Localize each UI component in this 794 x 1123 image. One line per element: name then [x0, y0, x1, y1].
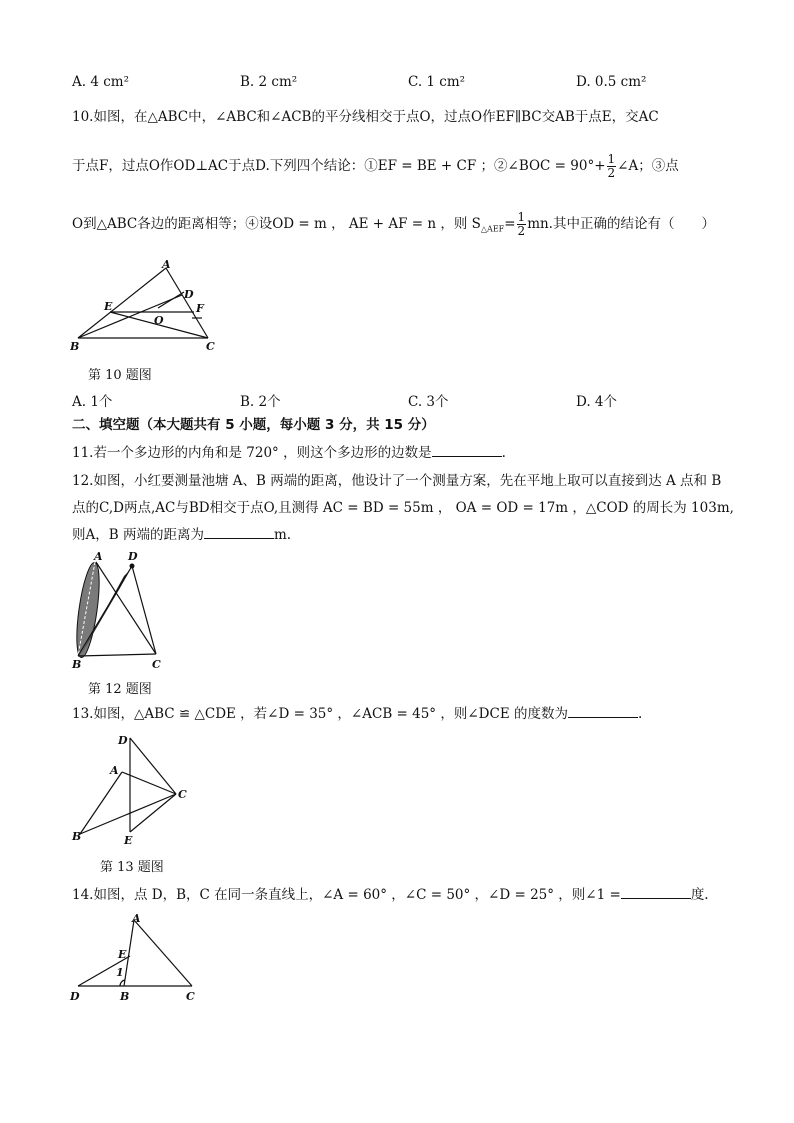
- q12-label-a: A: [94, 550, 103, 563]
- q12-label-b: B: [72, 658, 82, 671]
- q14-label-e: E: [118, 948, 127, 961]
- q10-line3-tail: mn.其中正确的结论有（ ）: [527, 216, 715, 232]
- q9-option-d: D. 0.5 cm²: [576, 74, 647, 90]
- q14-figure: [66, 910, 206, 1006]
- q13: [72, 703, 642, 725]
- q12-label-c: C: [152, 658, 161, 671]
- q13-label-e: E: [124, 834, 133, 847]
- q13-figure: [68, 728, 198, 848]
- q10-line2-tail: ∠A；③点: [617, 158, 679, 174]
- q13-label-d: D: [118, 734, 128, 747]
- q10-label-a: A: [162, 258, 171, 271]
- q14-text: 14.如图，点 D，B，C 在同一条直线上，∠A = 60° ，∠C = 50° ，∠D = 25° ，则∠1 =: [72, 887, 621, 903]
- q10-label-d: D: [184, 288, 194, 301]
- q12-line3-text: 则A，B 两端的距离为: [72, 527, 204, 543]
- q11-end: .: [501, 445, 506, 461]
- q10-label-o: O: [154, 314, 164, 327]
- q12-answer-blank[interactable]: [204, 524, 274, 539]
- q10-line2-text: 于点F，过点O作OD⊥AC于点D.下列四个结论：①EF = BE + CF ；②∠BOC = 90°+: [72, 158, 606, 174]
- q12-line1: 12.如图，小红要测量池塘 A、B 两端的距离，他设计了一个测量方案，先在平地上取可以直接到达 A 点和 B: [72, 473, 722, 489]
- q10-segment-od: [158, 292, 184, 308]
- q12-label-d: D: [128, 550, 138, 563]
- q10-option-d: D. 4个: [576, 394, 618, 410]
- q14-label-one: 1: [116, 966, 124, 979]
- q12-point-d: [130, 564, 135, 569]
- q10-line3: [72, 206, 715, 242]
- q9-option-c: C. 1 cm²: [408, 74, 466, 90]
- q12-line2: 点的C,D两点,AC与BD相交于点O,且测得 AC = BD = 55m ， OA = OD = 17m ，△COD 的周长为 103m,: [72, 500, 734, 516]
- q13-caption: 第 13 题图: [100, 860, 164, 875]
- q14: [72, 884, 709, 906]
- q10-equals: =: [504, 216, 516, 232]
- q11-answer-blank[interactable]: [432, 442, 502, 457]
- q12-segment-dc: [132, 566, 156, 654]
- q12-segment-bc: [78, 654, 156, 656]
- q10-line1: 10.如图，在△ABC中，∠ABC和∠ACB的平分线相交于点O，过点O作EF∥BC交AB于点E，交AC: [72, 109, 659, 125]
- q9-option-a: A. 4 cm²: [72, 74, 129, 90]
- q12-pond: [72, 561, 103, 659]
- q14-label-c: C: [186, 990, 195, 1003]
- q13-text: 13.如图，△ABC ≌ △CDE ，若∠D = 35° ，∠ACB = 45° ，则∠DCE 的度数为: [72, 706, 568, 722]
- q10-fraction-half-2: $\frac{1}{2}$: [517, 210, 526, 238]
- q10-fraction-half: $\frac{1}{2}$: [607, 152, 616, 180]
- q11-text: 11.若一个多边形的内角和是 720° ，则这个多边形的边数是: [72, 445, 432, 461]
- q10-area-subscript: △AEF: [480, 224, 505, 234]
- q10-option-c: C. 3个: [408, 394, 449, 410]
- q13-label-c: C: [178, 788, 187, 801]
- q14-end: 度.: [690, 887, 709, 903]
- q13-segment-dc: [130, 738, 176, 794]
- q12-caption: 第 12 题图: [88, 682, 152, 697]
- q12-line3: [72, 524, 291, 546]
- q13-answer-blank[interactable]: [568, 703, 638, 718]
- q12-end: m.: [273, 527, 292, 543]
- q14-answer-blank[interactable]: [621, 884, 691, 899]
- q10-line2: [72, 148, 679, 184]
- q10-label-f: F: [196, 302, 204, 315]
- q13-segment-bc: [80, 794, 176, 834]
- q10-label-e: E: [104, 300, 113, 313]
- q10-label-c: C: [206, 340, 215, 353]
- q10-segment-ab: [78, 268, 166, 338]
- q13-end: .: [637, 706, 643, 722]
- q10-label-b: B: [70, 340, 80, 353]
- q10-option-b: B. 2个: [240, 394, 281, 410]
- q14-label-b: B: [120, 990, 130, 1003]
- q10-figure: [70, 258, 230, 354]
- q14-label-d: D: [70, 990, 80, 1003]
- q14-label-a: A: [132, 912, 141, 925]
- section-fill-in-heading: 二、填空题（本大题共有 5 小题，每小题 3 分，共 15 分）: [72, 417, 435, 433]
- q10-option-a: A. 1个: [72, 394, 113, 410]
- q14-segment-ac: [134, 920, 192, 986]
- q10-line3-text: O到△ABC各边的距离相等；④设OD = m ， AE + AF = n ，则 S: [72, 216, 481, 232]
- q13-label-b: B: [72, 830, 82, 843]
- q11: [72, 442, 506, 464]
- q10-segment-bo: [78, 295, 182, 338]
- q10-caption: 第 10 题图: [88, 368, 152, 383]
- q9-option-b: B. 2 cm²: [240, 74, 298, 90]
- q12-figure: [66, 548, 176, 672]
- q13-label-a: A: [110, 764, 119, 777]
- q13-segment-ec: [130, 794, 176, 832]
